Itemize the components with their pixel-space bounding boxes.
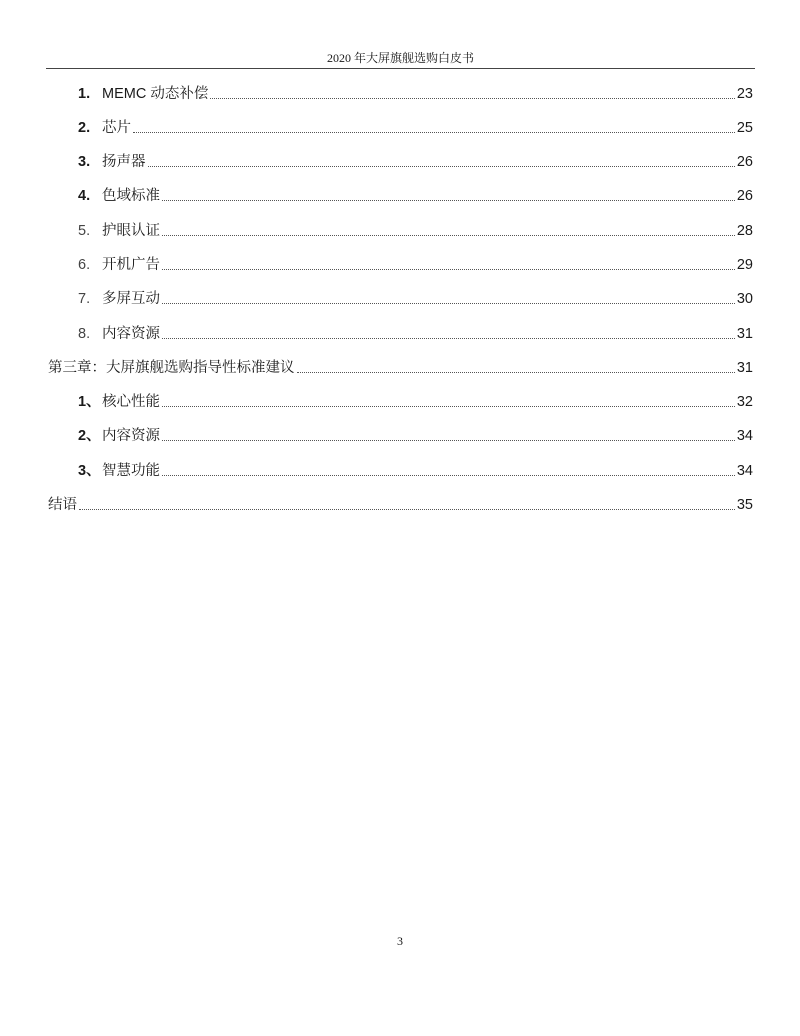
toc-leader: [162, 199, 735, 201]
toc-entry[interactable]: [78, 255, 753, 275]
toc-chapter-entry[interactable]: [48, 358, 753, 378]
toc-entry-page: 34: [736, 428, 753, 444]
toc-entry[interactable]: [78, 324, 753, 344]
toc-conclusion-page: 35: [736, 497, 753, 513]
toc-entry[interactable]: [78, 84, 753, 104]
page-number: 3: [397, 934, 403, 948]
toc-entry-number: 2.: [78, 120, 91, 136]
toc-entry-page: 28: [736, 223, 753, 239]
toc-leader: [162, 268, 735, 270]
toc-leader: [162, 439, 735, 441]
header-title: 2020 年大屏旗舰选购白皮书: [326, 51, 474, 65]
toc-entry-page: 34: [736, 463, 753, 479]
toc-entry[interactable]: [78, 289, 753, 309]
toc-leader: [162, 234, 735, 236]
toc-leader: [162, 405, 735, 407]
toc-chapter-page: 31: [736, 360, 753, 376]
toc-entry-title: 芯片: [102, 120, 131, 136]
toc-entry-number: 2、: [78, 428, 101, 444]
toc-entry-number: 3、: [78, 463, 101, 479]
toc-entry-page: 26: [736, 154, 753, 170]
toc-entry-number: 1、: [78, 394, 101, 410]
toc-entry-title: 护眼认证: [102, 223, 160, 239]
toc-entry-title: 开机广告: [102, 257, 160, 273]
toc-entry[interactable]: [78, 426, 753, 446]
toc-entry-page: 26: [736, 188, 753, 204]
toc-entry-page: 23: [736, 86, 753, 102]
toc-entry-number: 1.: [78, 86, 91, 102]
toc-entry-title: 色域标准: [102, 188, 160, 204]
toc-entry[interactable]: [78, 221, 753, 241]
toc-entry-page: 30: [736, 291, 753, 307]
toc-entry[interactable]: [78, 186, 753, 206]
toc-entry-title: 内容资源: [102, 326, 160, 342]
toc-leader: [162, 337, 735, 339]
toc-leader: [133, 131, 735, 133]
toc-entry-page: 25: [736, 120, 753, 136]
toc-entry-number: 5.: [78, 223, 91, 239]
toc-leader: [162, 474, 735, 476]
toc-leader: [162, 302, 735, 304]
toc-leader: [297, 371, 735, 373]
toc-leader: [210, 97, 735, 99]
toc-entry-title: 扬声器: [102, 154, 146, 170]
toc-conclusion-title: 结语: [48, 497, 77, 513]
toc-entry-page: 31: [736, 326, 753, 342]
toc-entry-title: MEMC 动态补偿: [102, 86, 209, 102]
toc-entry-title: 核心性能: [102, 394, 160, 410]
toc-entry-number: 4.: [78, 188, 91, 204]
toc-entry[interactable]: [78, 118, 753, 138]
toc-entry-title: 智慧功能: [102, 463, 160, 479]
toc-conclusion-entry[interactable]: [48, 495, 753, 515]
toc-entry[interactable]: [78, 461, 753, 481]
page-header: [46, 50, 755, 69]
toc-entry[interactable]: [78, 392, 753, 412]
toc-entry-number: 8.: [78, 326, 91, 342]
toc-entry-number: 7.: [78, 291, 91, 307]
toc-leader: [148, 165, 735, 167]
toc-entry-number: 3.: [78, 154, 91, 170]
toc-entry-page: 29: [736, 257, 753, 273]
toc-entry-number: 6.: [78, 257, 91, 273]
toc-entry-title: 多屏互动: [102, 291, 160, 307]
toc-entry[interactable]: [78, 152, 753, 172]
toc-leader: [79, 508, 735, 510]
toc-entry-page: 32: [736, 394, 753, 410]
toc-entry-title: 内容资源: [102, 428, 160, 444]
toc-chapter-title: 第三章：大屏旗舰选购指导性标准建议: [48, 360, 295, 376]
